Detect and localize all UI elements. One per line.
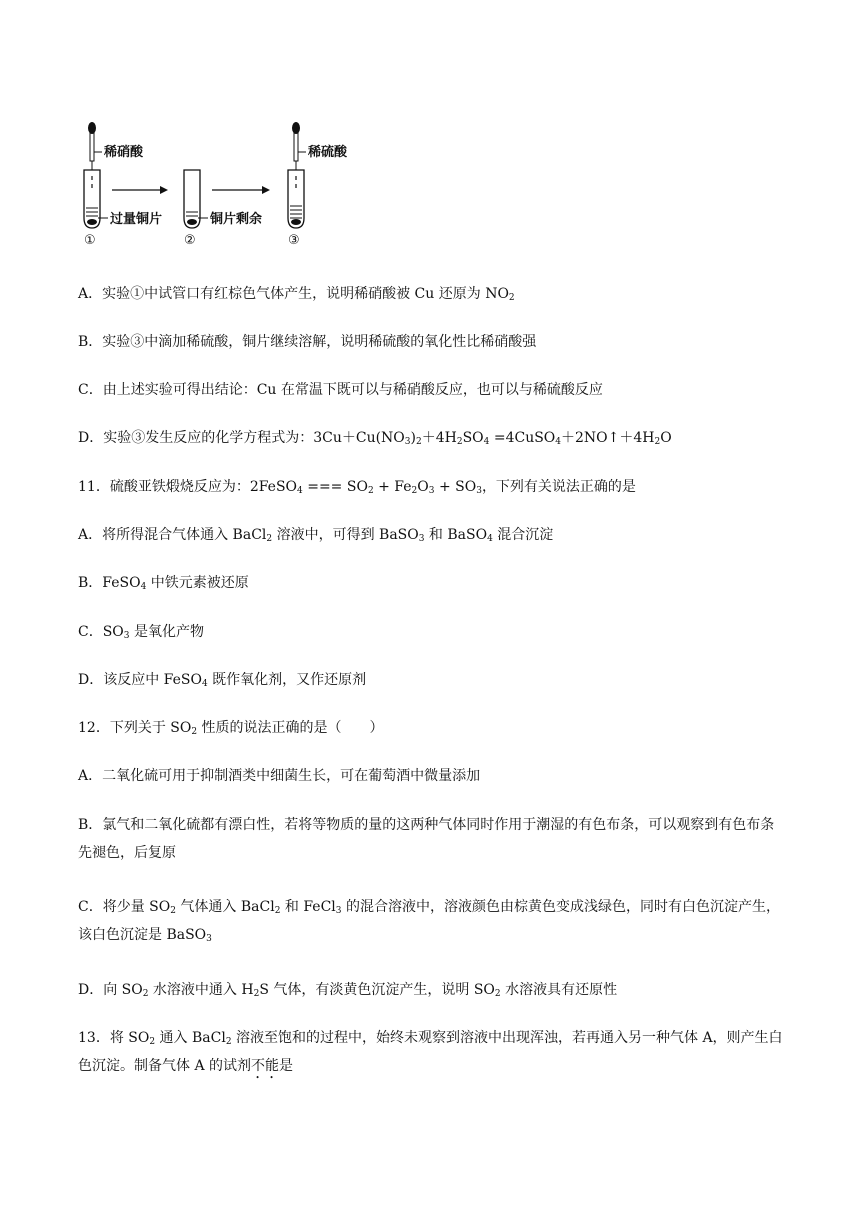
q10-option-d: D．实验③发生反应的化学方程式为：$3Cu+Cu(NO_3)_2+4H_2SO_4$ $=4CuSO_4+2NO↑+4H_2O$ [78,430,672,447]
q11-option-c: C．$SO_3$ 是氧化产物 [78,624,204,641]
experiment-figure [78,118,378,250]
tube-number-3: ③ [288,233,300,248]
dropper-icon [292,122,306,170]
q11-stem: 11．硫酸亚铁煅烧反应为：2FeSO$_4$ === $SO_2 + Fe_2O_3 + SO_3$，下列有关说法正确的是 [78,479,636,496]
q13-stem: 13．将 $SO_2$ 通入 BaCl$_2$ 溶液至饱和的过程中，始终未观察到溶液中出现浑浊，若再通入另一种气体 A，则产生白色沉淀。制备气体 A 的试剂不能是 [78,1030,783,1074]
test-tube-1 [84,170,108,228]
test-tube-diagram [78,118,378,250]
arrow-right-icon [212,186,270,194]
q12-option-d: D．向 $SO_2$ 水溶液中通入 $H_2S$ 气体，有淡黄色沉淀产生，说明 $SO_2$ 水溶液具有还原性 [78,982,618,999]
q10-option-a: A．实验①中试管口有红棕色气体产生，说明稀硝酸被 Cu 还原为 $NO_2$ [78,286,515,303]
emphasized-text: 不能 [251,1058,280,1074]
q12-option-b: B．氯气和二氧化硫都有漂白性，若将等物质的量的这两种气体同时作用于潮湿的有色布条，可以观察到有色布条先褪色，后复原 [78,817,775,861]
figure-label-dilute-nitric-acid: 稀硝酸 [104,145,144,160]
test-tube-2 [184,170,208,228]
dropper-icon [88,122,102,170]
tube-number-1: ① [84,233,96,248]
figure-label-dilute-sulfuric-acid: 稀硫酸 [308,145,348,160]
q11-option-d: D．该反应中 FeSO$_4$ 既作氧化剂，又作还原剂 [78,672,367,689]
figure-label-excess-copper: 过量铜片 [110,212,163,227]
figure-label-copper-remaining: 铜片剩余 [210,212,263,227]
q10-option-b: B．实验③中滴加稀硫酸，铜片继续溶解，说明稀硫酸的氧化性比稀硝酸强 [78,334,537,350]
q12-option-a: A．二氧化硫可用于抑制酒类中细菌生长，可在葡萄酒中微量添加 [78,768,481,784]
q12-stem: 12．下列关于 $SO_2$ 性质的说法正确的是（ ） [78,720,384,737]
q11-option-a: A．将所得混合气体通入 BaCl$_2$ 溶液中，可得到 BaSO$_3$ 和 BaSO$_4$ 混合沉淀 [78,527,554,544]
q10-option-c: C．由上述实验可得出结论：Cu 在常温下既可以与稀硝酸反应，也可以与稀硫酸反应 [78,382,603,398]
q11-option-b: B．FeSO$_4$ 中铁元素被还原 [78,575,249,592]
q12-option-c: C．将少量 $SO_2$ 气体通入 BaCl$_2$ 和 FeCl$_3$ 的混合溶液中，溶液颜色由棕黄色变成浅绿色，同时有白色沉淀产生，该白色沉淀是 BaSO$_3$ [78,899,780,944]
arrow-right-icon [112,186,168,194]
test-tube-3 [288,170,304,228]
tube-number-2: ② [184,233,196,248]
